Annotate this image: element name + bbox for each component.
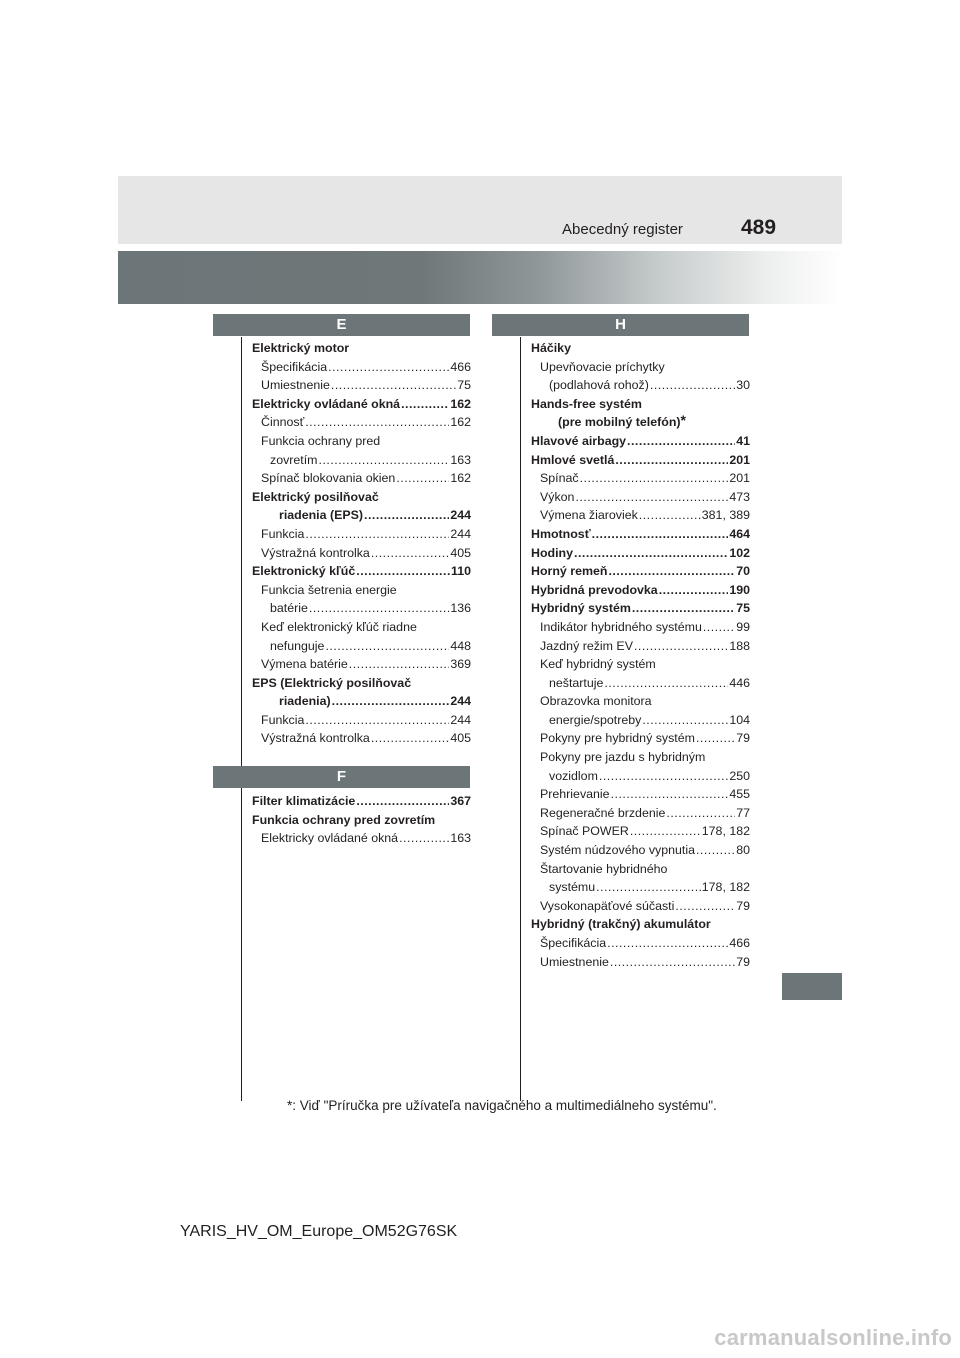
index-entry [531,488,750,507]
index-entry [252,395,471,414]
index-entry-text: Činnosť [261,415,305,430]
index-entry-page: 162 [450,471,471,486]
footnote: *: Viď "Príručka pre užívateľa navigačného a multimediálneho systému". [287,1098,717,1113]
dot-leader [319,451,450,470]
dot-leader [615,451,728,470]
dot-leader [401,395,449,414]
index-entry [531,841,750,860]
index-entry [531,934,750,953]
index-entry [252,811,471,830]
index-entry-page: 446 [729,675,750,690]
index-entry [252,562,471,581]
index-entry [252,358,471,377]
index-entry-page: 466 [729,936,750,950]
index-entry-text: systému [549,880,596,895]
index-entry-page: 70 [736,564,750,579]
index-entry [531,897,750,916]
index-entry [531,506,750,525]
index-entry [531,432,750,451]
dot-leader [580,469,729,488]
dot-leader [607,934,728,953]
index-entry-page: 178, 182 [701,824,750,839]
page-title: Abecedný register [562,221,683,238]
index-entry-page: 136 [450,601,471,616]
index-entry-text: Pokyny pre hybridný systém [540,731,695,746]
index-entry-text: Indikátor hybridného systému [540,619,702,634]
dot-leader [608,562,735,581]
index-entry-page: 79 [736,898,750,913]
index-entry-page: 250 [729,768,750,783]
index-entry-text: Hands-free systém [531,396,642,411]
dot-leader [596,878,701,897]
index-entry [252,692,471,711]
dot-leader [599,767,728,786]
dot-leader [592,525,729,544]
index-entry [531,618,750,637]
index-entry-text: Výstražná kontrolka [261,545,370,560]
index-entry [531,358,750,377]
index-entry-text: Hybridný systém [531,601,631,616]
index-entry-text: Hybridná prevodovka [531,582,658,597]
index-entry-page: 163 [450,831,471,846]
index-entry [252,469,471,488]
dot-leader [356,562,450,581]
index-entry-text: Obrazovka monitora [540,694,652,709]
index-entry-page: 367 [450,794,471,808]
index-entry-page: 369 [450,657,471,672]
index-entry-page: 30 [736,378,750,393]
index-entry [252,618,471,637]
index-entry-text: Spínač POWER [540,824,629,839]
index-entry [531,339,750,358]
index-entry-page: 79 [736,954,750,969]
index-entry [252,599,471,618]
index-entry [531,804,750,823]
index-entry [531,395,750,414]
index-entry-page: 188 [729,638,750,653]
index-entry-text: (podlahová rohož) [549,378,649,393]
index-entry [531,581,750,600]
index-entry [252,488,471,507]
dot-leader [574,544,728,563]
index-entry-text: Horný remeň [531,564,608,579]
index-entry [531,637,750,656]
index-entry-page: 244 [450,712,471,727]
dot-leader [328,358,449,377]
index-entry-text: Vysokonapäťové súčasti [540,898,675,913]
index-entry-text: Špecifikácia [261,359,328,374]
index-entry-page: 79 [736,731,750,746]
index-entry-text: Filter klimatizácie [252,794,356,808]
index-entry-page: 163 [450,452,471,467]
index-entry-text: Výkon [540,489,575,504]
index-entry-text: riadenia) [279,694,331,709]
index-entry [531,915,750,934]
index-entry-text: Hlavové airbagy [531,433,627,448]
index-entry [531,544,750,563]
dot-leader [659,581,729,600]
dot-leader [696,729,735,748]
index-entry [252,544,471,563]
index-entry [252,451,471,470]
index-list-h [531,339,750,971]
dot-leader [575,488,728,507]
index-entry [252,829,471,848]
index-entry-page: 466 [450,359,471,374]
dot-leader [356,792,449,811]
index-entry [531,878,750,897]
index-entry-text: Keď elektronický kľúč riadne [261,619,417,634]
dot-leader [632,599,735,618]
dot-leader [331,376,456,395]
index-entry [252,376,471,395]
index-entry-text: riadenia (EPS) [279,508,364,523]
index-entry-text: Jazdný režim EV [540,638,633,653]
header-band [118,176,842,244]
index-entry [252,581,471,600]
index-entry-text: Elektronický kľúč [252,564,356,579]
index-entry [531,692,750,711]
dot-leader [305,525,449,544]
section-header-e: E [213,314,470,336]
index-entry-text: Funkcia šetrenia energie [261,582,397,597]
dot-leader [396,469,449,488]
index-entry-page: 405 [450,731,471,746]
index-entry-text: Regeneračné brzdenie [540,805,666,820]
index-entry [252,792,471,811]
index-entry [531,729,750,748]
index-entry [252,506,471,525]
section-header-h: H [492,314,749,336]
index-entry-text: nefunguje [270,638,325,653]
dot-leader [696,841,735,860]
dot-leader [371,544,450,563]
index-entry-page: 190 [729,582,750,597]
index-entry-text: Spínač [540,471,579,486]
dot-leader [364,506,449,525]
dot-leader [666,804,735,823]
index-entry-text: neštartuje [549,675,604,690]
index-entry-text: Funkcia ochrany pred zovretím [252,812,436,827]
index-entry-page: 244 [450,526,471,541]
index-entry: (pre mobilný telefón) * [531,413,750,432]
index-entry-text: vozidlom [549,768,598,783]
index-entry-text: EPS (Elektrický posilňovač [252,675,412,690]
header-gradient-bar [118,251,842,304]
index-entry [252,711,471,730]
dot-leader [604,674,728,693]
index-entry [531,562,750,581]
index-entry-page: 41 [736,433,750,448]
index-entry-text: Hmlové svetlá [531,452,615,467]
index-entry-page: 75 [457,378,471,393]
index-entry-text: Umiestnenie [540,954,609,969]
dot-leader [703,618,735,637]
index-entry-text: Prehrievanie [540,787,610,802]
index-entry [252,413,471,432]
page-number: 489 [741,216,777,239]
dot-leader [610,953,735,972]
index-entry-page: 162 [450,415,471,430]
index-entry [531,525,750,544]
index-entry-text: (pre mobilný telefón) [558,415,681,430]
index-entry [252,637,471,656]
index-entry-text: Pokyny pre jazdu s hybridným [540,750,706,765]
index-entry [531,674,750,693]
index-entry-page: 104 [729,712,750,727]
index-entry-page: 201 [729,471,750,486]
index-entry-page: 381, 389 [701,508,750,523]
dot-leader [371,729,450,748]
index-entry-page: 201 [729,452,750,467]
index-entry [531,376,750,395]
index-entry-text: Funkcia ochrany pred [261,433,381,448]
dot-leader [349,655,450,674]
index-entry-text: Keď hybridný systém [540,657,656,672]
index-entry-page: 244 [450,508,471,523]
index-entry-text: Hmotnosť [531,526,591,541]
index-entry-text: Systém núdzového vypnutia [540,843,695,858]
index-entry-page: 110 [451,564,471,579]
dot-leader [639,506,701,525]
index-entry [531,860,750,879]
index-entry [531,953,750,972]
index-entry [252,729,471,748]
index-entry [531,767,750,786]
index-list-e [252,339,471,748]
dot-leader [305,711,449,730]
index-entry [531,711,750,730]
index-entry-text: Umiestnenie [261,378,330,393]
index-entry-text: Funkcia [261,526,305,541]
dot-leader [675,897,735,916]
section-side-tab [782,973,842,1000]
index-entry-text: Spínač blokovania okien [261,471,396,486]
index-entry-text: Elektricky ovládané okná [252,396,401,411]
index-entry-page: 244 [450,694,471,709]
index-entry-text: energie/spotreby [549,712,642,727]
index-entry-page: 455 [729,787,750,802]
index-entry [531,599,750,618]
index-entry-page: 464 [729,526,750,541]
index-entry-page: 75 [736,601,750,616]
index-entry-text: Funkcia [261,712,305,727]
index-entry-page: 80 [736,843,750,858]
dot-leader [305,413,449,432]
dot-leader [642,711,728,730]
middle-column-divider [520,337,521,1101]
index-entry-text: Hybridný (trakčný) akumulátor [531,917,711,932]
index-entry-text: Špecifikácia [540,936,607,950]
dot-leader [332,692,450,711]
dot-leader [630,822,701,841]
index-entry [531,451,750,470]
index-entry-text: Výstražná kontrolka [261,731,370,746]
index-entry-text: Elektrický motor [252,341,350,355]
index-entry-text: zovretím [270,452,318,467]
index-entry-page: 473 [729,489,750,504]
index-entry-text: Elektricky ovládané okná [261,831,399,846]
index-entry [252,432,471,451]
index-entry-page: 99 [736,619,750,634]
index-entry-text: Elektrický posilňovač [252,489,379,504]
index-entry-page: 178, 182 [701,880,750,895]
dot-leader [325,637,449,656]
index-entry-page: 162 [450,396,471,411]
index-entry-text: batérie [270,601,308,616]
index-entry-text: Hodiny [531,545,573,560]
index-entry-text: Výmena žiaroviek [540,508,638,523]
dot-leader [611,785,729,804]
index-entry [252,655,471,674]
dot-leader [627,432,735,451]
dot-leader [309,599,449,618]
index-list-f [252,792,471,848]
index-entry [531,748,750,767]
index-entry [531,655,750,674]
index-entry [252,674,471,693]
dot-leader [650,376,735,395]
index-entry-page: 77 [736,805,750,820]
index-entry [252,339,471,358]
index-entry [531,822,750,841]
index-entry [531,469,750,488]
index-entry-page: 405 [450,545,471,560]
index-entry-text: Háčiky [531,341,571,355]
index-entry-text: Výmena batérie [261,657,348,672]
index-entry-page: 448 [450,638,471,653]
watermark: carmanualsonline.info [714,1325,952,1350]
index-entry [252,525,471,544]
document-code: YARIS_HV_OM_Europe_OM52G76SK [180,1223,458,1240]
section-header-f: F [213,766,470,788]
dot-leader [399,829,449,848]
left-column-divider [241,337,242,1101]
index-entry-text: Upevňovacie príchytky [540,359,665,374]
index-entry [531,785,750,804]
dot-leader [634,637,728,656]
index-entry-text: Štartovanie hybridného [540,861,668,876]
index-entry-page: 102 [729,545,750,560]
